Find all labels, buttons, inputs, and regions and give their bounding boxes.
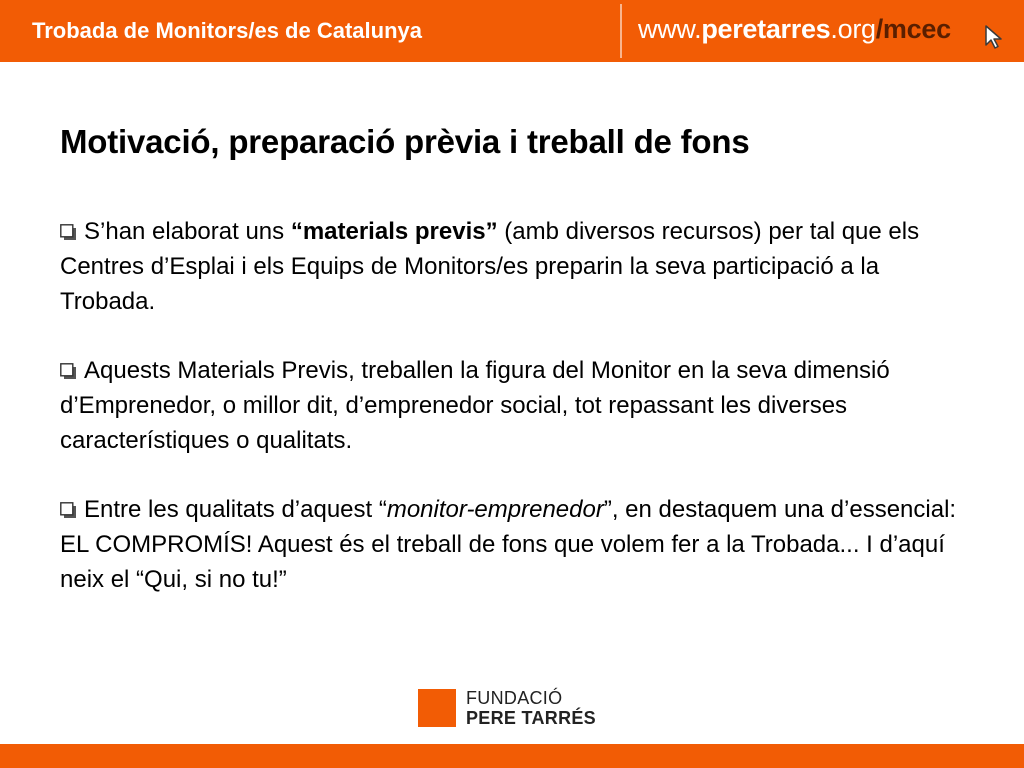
checkbox-bullet-icon	[60, 363, 76, 379]
paragraph-2-text: Aquests Materials Previs, treballen la figura del Monitor en la seva dimensió d’Emprenedor, o millor dit, d’emprenedor social, tot repassant les diverses característiques o qualitats.	[60, 357, 890, 454]
checkbox-bullet-icon	[60, 224, 76, 240]
checkbox-bullet-icon	[60, 502, 76, 518]
slide-title: Motivació, preparació prèvia i treball de fons	[60, 123, 750, 160]
website-url[interactable]	[638, 14, 951, 45]
url-domain: peretarres	[701, 14, 831, 44]
url-tld: .org	[830, 14, 876, 44]
paragraph-1-text-c: (amb diversos recursos) per tal que els Centres d’Esplai i els Equips de Monitors/es preparin la seva participació a la Trobada.	[60, 218, 920, 315]
header-divider	[620, 4, 622, 58]
footer-bar	[0, 744, 1024, 768]
logo-square-icon	[418, 689, 456, 727]
bullet-paragraph-3	[60, 492, 980, 597]
paragraph-3-text-a: Entre les qualitats d’aquest “	[84, 496, 387, 523]
paragraph-3-text-c: ”, en destaquem una d’essencial: EL COMPROMÍS! Aquest és el treball de fons que volem fer a la Trobada... I d’aquí neix el “Qui, si no tu!”	[60, 496, 957, 593]
url-prefix: www.	[638, 14, 702, 44]
url-path: /mcec	[875, 14, 951, 44]
logo-line-1: FUNDACIÓ	[466, 688, 563, 708]
logo-line-2: PERE TARRÉS	[466, 708, 596, 728]
paragraph-1-emphasis: “materials previs”	[290, 218, 498, 245]
bullet-paragraph-1	[60, 214, 980, 319]
slide-body	[60, 214, 980, 631]
header-bar	[0, 0, 1024, 62]
header-title: Trobada de Monitors/es de Catalunya	[32, 18, 422, 43]
paragraph-3-emphasis: monitor-emprenedor	[386, 496, 604, 523]
bullet-paragraph-2	[60, 353, 980, 458]
arrow-cursor-icon	[984, 24, 1006, 50]
paragraph-1-text-a: S’han elaborat uns	[84, 218, 291, 245]
